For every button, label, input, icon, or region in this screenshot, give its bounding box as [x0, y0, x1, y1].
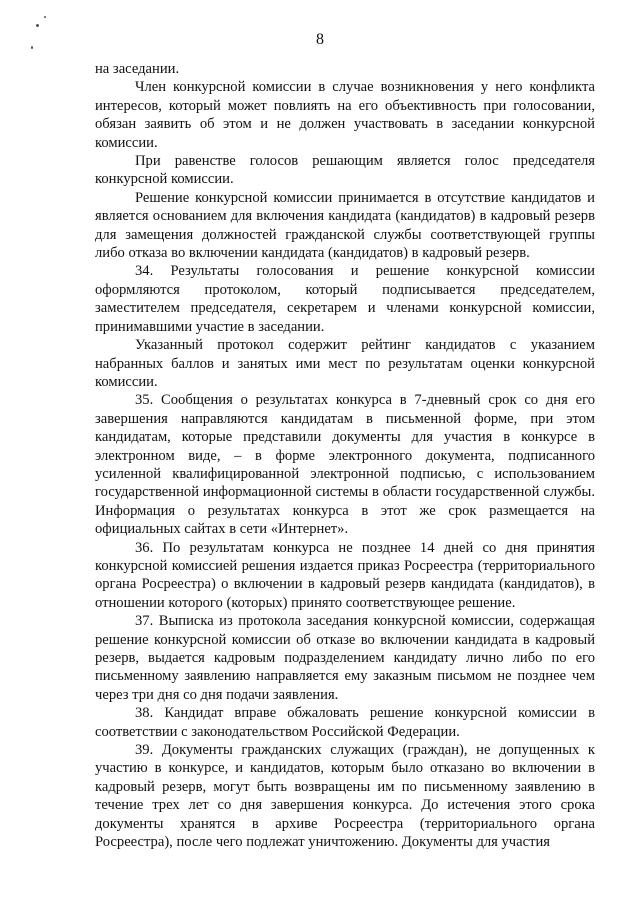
document-body: [95, 60, 595, 851]
page-number: 8: [316, 31, 324, 48]
paragraph-item-38: 38. Кандидат вправе обжаловать решение конкурсной комиссии в соответствии с законодательством Российской Федерации.: [95, 705, 595, 740]
paragraph-item-34: 34. Результаты голосования и решение конкурсной комиссии оформляются протоколом, который подписывается председателем, заместителем председателя, секретарем и членами конкурсной комиссии, принимавшими участие в заседании.: [95, 263, 595, 335]
paragraph: При равенстве голосов решающим является голос председателя конкурсной комиссии.: [95, 153, 595, 188]
paragraph: Указанный протокол содержит рейтинг кандидатов с указанием набранных баллов и занятых ими мест по результатам оценки конкурсной комиссии.: [95, 337, 595, 390]
scan-speck: [36, 24, 39, 27]
scan-speck: [44, 16, 46, 18]
paragraph: Решение конкурсной комиссии принимается в отсутствие кандидатов и является основанием для включения кандидата (кандидатов) в кадровый резерв для замещения должностей гражданской службы соответствующей группы либо отказа во включении кандидата (кандидатов) в кадровый резерв.: [95, 189, 595, 262]
paragraph-item-35: 35. Сообщения о результатах конкурса в 7-дневный срок со дня его завершения направляются кандидатам в письменной форме, при этом кандидатам, которые представили документы для участия в конкурсе в электронном виде, – в форме электронного документа, подписанного усиленной квалифицированной электронной подписью, с использованием государственной информационной системы в области государственной службы. Информация о результатах конкурса в этот же срок размещается на официальных сайтах в сети «Интернет».: [95, 392, 595, 538]
paragraph-item-39: 39. Документы гражданских служащих (граждан), не допущенных к участию в конкурсе, и кандидатов, которым было отказано во включении в кадровый резерв, могут быть возвращены им по письменному заявлению в течение трех лет со дня завершения конкурса. До истечения этого срока документы хранятся в архиве Росреестра (территориального органа Росреестра), после чего подлежат уничтожению. Документы для участия: [95, 742, 595, 851]
paragraph-item-37: 37. Выписка из протокола заседания конкурсной комиссии, содержащая решение конкурсной комиссии об отказе во включении кандидата в кадровый резерв, выдается кадровым подразделением кандидату лично либо по его письменному заявлению направляется ему заказным письмом не позднее чем через три дня со дня подачи заявления.: [95, 613, 595, 703]
paragraph: Член конкурсной комиссии в случае возникновения у него конфликта интересов, который может повлиять на его объективность при голосовании, обязан заявить об этом и не должен участвовать в заседании конкурсной комиссии.: [95, 79, 595, 151]
paragraph-item-36: 36. По результатам конкурса не позднее 14 дней со дня принятия конкурсной комиссией решения издается приказ Росреестра (территориального органа Росреестра) о включении в кадровый резерв кандидата (кандидатов), в отношении которого (которых) принято соответствующее решение.: [95, 539, 595, 611]
paragraph: на заседании.: [95, 61, 180, 77]
